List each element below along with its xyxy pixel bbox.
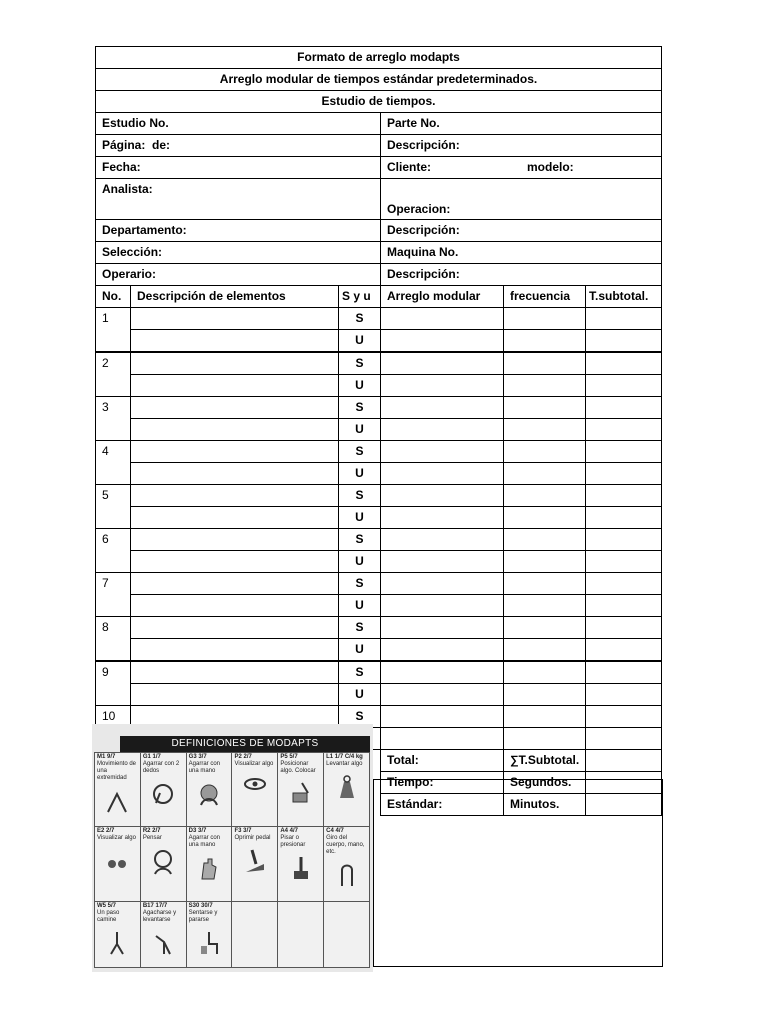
element-row xyxy=(96,661,662,684)
u-marker: U xyxy=(339,684,381,706)
definition-cell xyxy=(140,753,186,827)
definition-code: D3 3/7 xyxy=(188,828,207,835)
definition-text: Pisar o presionar xyxy=(280,835,306,849)
element-description-cell[interactable] xyxy=(131,529,339,551)
arreglo-cell[interactable] xyxy=(381,706,504,728)
pagina-field[interactable] xyxy=(96,135,381,157)
element-row xyxy=(96,419,662,441)
frecuencia-cell[interactable] xyxy=(504,352,586,375)
pagina-label: Página: xyxy=(102,138,146,152)
tsubtotal-cell[interactable] xyxy=(586,728,662,750)
descripcion-field-1[interactable]: Descripción: xyxy=(381,135,662,157)
definition-cell xyxy=(95,901,141,967)
u-marker: U xyxy=(339,419,381,441)
element-row xyxy=(96,352,662,375)
definitions-row xyxy=(95,753,370,827)
definition-code: G1 1/7 xyxy=(142,754,161,760)
definition-code: E2 2/7 xyxy=(97,828,115,835)
row-number: 3 xyxy=(96,397,131,441)
s-marker: S xyxy=(339,661,381,684)
hand-grasp-icon xyxy=(196,779,222,809)
element-row xyxy=(96,463,662,485)
frecuencia-cell[interactable] xyxy=(504,463,586,485)
frecuencia-cell[interactable] xyxy=(504,308,586,330)
element-description-cell[interactable] xyxy=(131,639,339,662)
eye-icon xyxy=(242,772,268,802)
definition-cell xyxy=(278,901,324,967)
definition-text: Levantar algo xyxy=(326,761,363,767)
total-value-cell[interactable] xyxy=(586,750,662,772)
s-marker: S xyxy=(339,308,381,330)
definition-text: Agarrar con una mano xyxy=(188,835,221,849)
definitions-row xyxy=(95,827,370,901)
de-label: de: xyxy=(152,138,171,152)
descripcion-field-2[interactable]: Descripción: xyxy=(381,220,662,242)
arreglo-cell[interactable] xyxy=(381,661,504,684)
hand-icon xyxy=(196,853,222,883)
s-marker: S xyxy=(339,617,381,639)
arreglo-cell[interactable] xyxy=(381,595,504,617)
col-header-elementos: Descripción de elementos xyxy=(131,286,339,308)
weight-icon xyxy=(334,772,360,802)
arreglo-cell[interactable] xyxy=(381,419,504,441)
frecuencia-cell[interactable] xyxy=(504,507,586,529)
definition-cell xyxy=(95,827,141,901)
frecuencia-cell[interactable] xyxy=(504,684,586,706)
definition-text: Sentarse y pararse xyxy=(188,909,218,923)
element-description-cell[interactable] xyxy=(131,308,339,330)
frecuencia-cell[interactable] xyxy=(504,419,586,441)
s-marker: S xyxy=(339,441,381,463)
definition-cell xyxy=(186,753,232,827)
element-description-cell[interactable] xyxy=(131,485,339,507)
arreglo-cell[interactable] xyxy=(381,728,504,750)
s-marker: S xyxy=(339,397,381,419)
definition-code: F3 3/7 xyxy=(234,828,252,835)
definition-cell xyxy=(186,827,232,901)
notes-box[interactable] xyxy=(373,779,663,967)
s-marker: S xyxy=(339,573,381,595)
pedal-icon xyxy=(242,846,268,876)
definition-cell xyxy=(324,901,370,967)
arreglo-cell[interactable] xyxy=(381,375,504,397)
frecuencia-cell[interactable] xyxy=(504,375,586,397)
row-number: 7 xyxy=(96,573,131,617)
tsubtotal-cell[interactable] xyxy=(586,485,662,507)
definition-text: Agarrar con 2 dedos xyxy=(142,761,180,774)
modelo-label: modelo: xyxy=(527,160,574,174)
element-description-cell[interactable] xyxy=(131,397,339,419)
estudio-no-field[interactable]: Estudio No. xyxy=(96,113,381,135)
row-number: 5 xyxy=(96,485,131,529)
frecuencia-cell[interactable] xyxy=(504,330,586,353)
definition-code: W5 5/7 xyxy=(97,902,117,909)
arreglo-cell[interactable] xyxy=(381,617,504,639)
frecuencia-cell[interactable] xyxy=(504,529,586,551)
definition-text: Pensar xyxy=(142,835,162,842)
definition-cell xyxy=(95,753,141,827)
element-description-cell[interactable] xyxy=(131,595,339,617)
definition-cell xyxy=(278,827,324,901)
arreglo-cell[interactable] xyxy=(381,507,504,529)
element-description-cell[interactable] xyxy=(131,330,339,353)
definition-text: Agacharse y levantarse xyxy=(142,909,177,923)
walk-icon xyxy=(104,928,130,958)
col-header-syu: S y u xyxy=(339,286,381,308)
bend-icon xyxy=(150,928,176,958)
element-row xyxy=(96,573,662,595)
definition-text: Oprimir pedal xyxy=(234,835,271,842)
frecuencia-cell[interactable] xyxy=(504,551,586,573)
study-heading: Estudio de tiempos. xyxy=(96,91,662,113)
element-row xyxy=(96,397,662,419)
element-row xyxy=(96,595,662,617)
u-marker: U xyxy=(339,595,381,617)
tsubtotal-cell[interactable] xyxy=(586,419,662,441)
tsubtotal-cell[interactable] xyxy=(586,573,662,595)
element-description-cell[interactable] xyxy=(131,507,339,529)
frecuencia-cell[interactable] xyxy=(504,595,586,617)
row-number: 2 xyxy=(96,352,131,397)
element-row xyxy=(96,375,662,397)
col-header-arreglo: Arreglo modular xyxy=(381,286,504,308)
tsubtotal-cell[interactable] xyxy=(586,441,662,463)
sum_subtotal-label: ∑T.Subtotal. xyxy=(504,750,586,772)
definitions-row xyxy=(95,901,370,967)
frecuencia-cell[interactable] xyxy=(504,485,586,507)
turn-icon xyxy=(334,860,360,890)
definition-cell xyxy=(232,901,278,967)
cliente-label: Cliente: xyxy=(387,160,432,174)
definition-text: Movimiento de una extremidad xyxy=(97,761,137,781)
tsubtotal-cell[interactable] xyxy=(586,529,662,551)
arreglo-cell[interactable] xyxy=(381,639,504,662)
u-marker: U xyxy=(339,375,381,397)
form-title: Formato de arreglo modapts xyxy=(96,47,662,69)
element-row xyxy=(96,308,662,330)
tsubtotal-cell[interactable] xyxy=(586,463,662,485)
u-marker: U xyxy=(339,551,381,573)
row-number: 10 xyxy=(96,706,131,750)
tsubtotal-cell[interactable] xyxy=(586,507,662,529)
limb-movement-icon xyxy=(104,786,130,816)
col-header-tsubtotal: T.subtotal. xyxy=(586,286,662,308)
definition-text: Un paso camine xyxy=(97,909,120,923)
row-number: 8 xyxy=(96,617,131,662)
tsubtotal-cell[interactable] xyxy=(586,684,662,706)
two-finger-grasp-icon xyxy=(150,779,176,809)
maquina-no-field[interactable]: Maquina No. xyxy=(381,242,662,264)
tsubtotal-cell[interactable] xyxy=(586,352,662,375)
seleccion-field[interactable]: Selección: xyxy=(96,242,381,264)
arreglo-cell[interactable] xyxy=(381,308,504,330)
definition-text: Visualizar algo xyxy=(234,761,274,767)
element-description-cell[interactable] xyxy=(131,419,339,441)
s-marker: S xyxy=(339,706,381,728)
definition-text: Giro del cuerpo, mano, etc. xyxy=(326,835,365,856)
element-description-cell[interactable] xyxy=(131,551,339,573)
definition-cell xyxy=(140,827,186,901)
s-marker: S xyxy=(339,485,381,507)
tsubtotal-cell[interactable] xyxy=(586,595,662,617)
minutos-label: Minutos. xyxy=(504,794,586,816)
arreglo-cell[interactable] xyxy=(381,485,504,507)
element-description-cell[interactable] xyxy=(131,617,339,639)
arreglo-cell[interactable] xyxy=(381,529,504,551)
row-number: 1 xyxy=(96,308,131,353)
definition-code: B17 17/7 xyxy=(142,902,168,909)
definitions-title: DEFINICIONES DE MODAPTS xyxy=(120,736,370,752)
frecuencia-cell[interactable] xyxy=(504,441,586,463)
descripcion-field-3[interactable]: Descripción: xyxy=(381,264,662,286)
form-subtitle: Arreglo modular de tiempos estándar predeterminados. xyxy=(96,69,662,91)
element-description-cell[interactable] xyxy=(131,375,339,397)
definition-cell xyxy=(232,827,278,901)
definition-cell xyxy=(140,901,186,967)
frecuencia-cell[interactable] xyxy=(504,661,586,684)
definition-text: Visualizar algo xyxy=(97,835,136,842)
tsubtotal-cell[interactable] xyxy=(586,706,662,728)
sit-icon xyxy=(196,928,222,958)
element-row xyxy=(96,617,662,639)
row-number: 9 xyxy=(96,661,131,706)
tsubtotal-cell[interactable] xyxy=(586,617,662,639)
element-row xyxy=(96,684,662,706)
u-marker: U xyxy=(339,330,381,353)
frecuencia-cell[interactable] xyxy=(504,639,586,662)
thinking-head-icon xyxy=(150,846,176,876)
tsubtotal-cell[interactable] xyxy=(586,397,662,419)
arreglo-cell[interactable] xyxy=(381,551,504,573)
tsubtotal-cell[interactable] xyxy=(586,308,662,330)
arreglo-cell[interactable] xyxy=(381,573,504,595)
definition-cell xyxy=(278,753,324,827)
element-row xyxy=(96,485,662,507)
definition-code: P2 2/7 xyxy=(234,754,252,760)
arreglo-cell[interactable] xyxy=(381,441,504,463)
row-number: 6 xyxy=(96,529,131,573)
cliente-field[interactable] xyxy=(381,157,662,179)
definition-code: C4 4/7 xyxy=(326,828,344,835)
definition-code: S30 30/7 xyxy=(188,902,213,909)
operacion-field[interactable]: Operacion: xyxy=(381,179,662,220)
definition-text: Posicionar algo. Colocar xyxy=(280,761,316,774)
frecuencia-cell[interactable] xyxy=(504,728,586,750)
total-label: Total: xyxy=(381,750,504,772)
element-row xyxy=(96,639,662,662)
element-row xyxy=(96,441,662,463)
element-row xyxy=(96,330,662,353)
element-description-cell[interactable] xyxy=(131,573,339,595)
modapts-definitions-image xyxy=(92,724,373,972)
modapts-form-table xyxy=(95,46,662,816)
estandar-label: Estándar: xyxy=(381,794,504,816)
tsubtotal-cell[interactable] xyxy=(586,661,662,684)
tsubtotal-cell[interactable] xyxy=(586,551,662,573)
analista-field[interactable]: Analista: xyxy=(96,179,381,220)
definition-cell xyxy=(232,753,278,827)
element-description-cell[interactable] xyxy=(131,441,339,463)
s-marker: S xyxy=(339,352,381,375)
definition-code: M1 9/7 xyxy=(97,754,116,760)
segundos-label: Segundos. xyxy=(504,772,586,794)
arreglo-cell[interactable] xyxy=(381,684,504,706)
u-marker: U xyxy=(339,463,381,485)
element-description-cell[interactable] xyxy=(131,661,339,684)
definition-code: L1 1/7 C/4 kg xyxy=(326,754,363,760)
element-row xyxy=(96,529,662,551)
tiempo-label: Tiempo: xyxy=(381,772,504,794)
arreglo-cell[interactable] xyxy=(381,352,504,375)
element-description-cell[interactable] xyxy=(131,684,339,706)
u-marker: U xyxy=(339,639,381,662)
col-header-no: No. xyxy=(96,286,131,308)
operario-field[interactable]: Operario: xyxy=(96,264,381,286)
definition-code: P5 5/7 xyxy=(280,754,298,760)
definition-cell xyxy=(324,753,370,827)
arreglo-cell[interactable] xyxy=(381,463,504,485)
press-icon xyxy=(288,853,314,883)
element-description-cell[interactable] xyxy=(131,463,339,485)
element-description-cell[interactable] xyxy=(131,352,339,375)
position-icon xyxy=(288,779,314,809)
arreglo-cell[interactable] xyxy=(381,330,504,353)
parte-no-field[interactable]: Parte No. xyxy=(381,113,662,135)
tsubtotal-cell[interactable] xyxy=(586,375,662,397)
definition-text: Agarrar con una mano xyxy=(188,761,221,774)
glasses-icon xyxy=(104,846,130,876)
arreglo-cell[interactable] xyxy=(381,397,504,419)
s-marker: S xyxy=(339,529,381,551)
element-row xyxy=(96,551,662,573)
element-row xyxy=(96,507,662,529)
definition-code: G3 3/7 xyxy=(188,754,207,760)
definition-code: A4 4/7 xyxy=(280,828,298,835)
definition-cell xyxy=(186,901,232,967)
frecuencia-cell[interactable] xyxy=(504,706,586,728)
definition-code: R2 2/7 xyxy=(142,828,161,835)
tsubtotal-cell[interactable] xyxy=(586,639,662,662)
departamento-field[interactable]: Departamento: xyxy=(96,220,381,242)
u-marker: U xyxy=(339,507,381,529)
frecuencia-cell[interactable] xyxy=(504,397,586,419)
frecuencia-cell[interactable] xyxy=(504,617,586,639)
row-number: 4 xyxy=(96,441,131,485)
fecha-field[interactable]: Fecha: xyxy=(96,157,381,179)
frecuencia-cell[interactable] xyxy=(504,573,586,595)
definition-cell xyxy=(324,827,370,901)
col-header-frecuencia: frecuencia xyxy=(504,286,586,308)
tsubtotal-cell[interactable] xyxy=(586,330,662,353)
definitions-grid xyxy=(94,752,370,968)
